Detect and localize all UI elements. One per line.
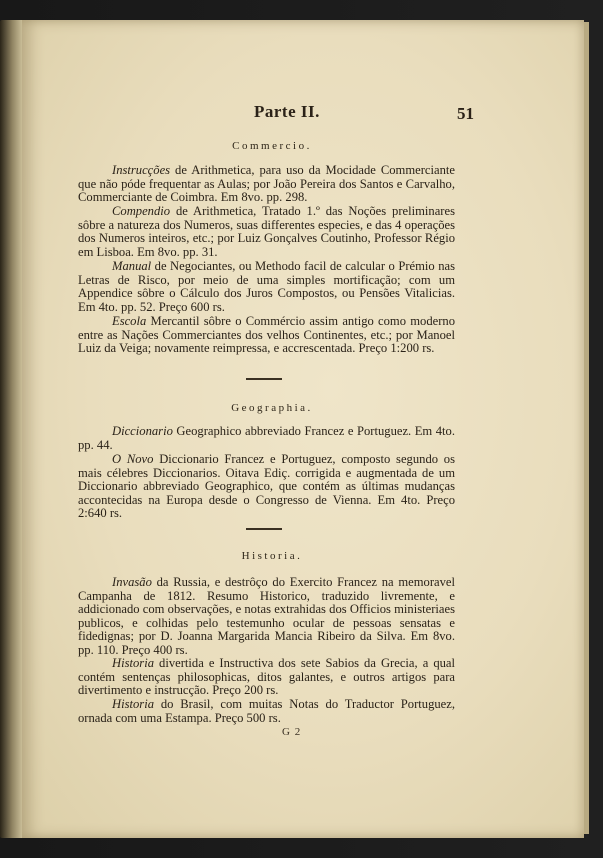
- entry-lead: Escola: [112, 314, 147, 328]
- entry-text: Geographico abbreviado Francez e Portuguez. Em 4to. pp. 44.: [78, 424, 455, 452]
- section-title-geographia: Geographia.: [231, 402, 313, 414]
- entry-lead: Historia: [112, 656, 154, 670]
- entry-lead: Instrucções: [112, 163, 171, 177]
- printer-signature-mark: G 2: [282, 726, 302, 738]
- entry-lead: Invasão: [112, 575, 152, 589]
- entry-novo-diccionario: [78, 453, 455, 521]
- entry-historia-sabios: [78, 657, 455, 698]
- entry-diccionario: [78, 425, 455, 452]
- entry-invasao: [78, 576, 455, 658]
- running-header: [82, 90, 502, 123]
- page-number: 51: [457, 104, 474, 123]
- entry-escola: [78, 315, 455, 356]
- entry-text: de Arithmetica, Tratado 1.º das Noções preliminares sôbre a natureza dos Numeros, suas differentes especies, e das 4 operações dos Numeros inteiros, etc.; por Luiz Gonçalves Coutinho, Professor Régio em Lisboa. Em 8vo. pp. 31.: [78, 204, 455, 259]
- entry-text: da Russia, e destrôço do Exercito Francez na memoravel Campanha de 1812. Resumo Historico, traduzido livremente, e addicionado com observações, e notas extrahidas dos Officios ministeriaes publicos, e colhidas pelo testemunho ocular de pessoas sensatas e fidedignas; por D. Joanna Margarida Mancia Ribeiro da Silva. Em 8vo. pp. 110. Preço 400 rs.: [78, 575, 455, 657]
- entry-lead: O Novo: [112, 452, 154, 466]
- entry-text: divertida e Instructiva dos sete Sabios da Grecia, a qual contém sentenças philosophicas, ditos galantes, e outros artigos para divertimento e instrucção. Preço 200 rs.: [78, 656, 455, 698]
- entry-text: de Arithmetica, para uso da Mocidade Commerciante que não póde frequentar as Aulas; por João Pereira dos Santos e Carvalho, Commerciante de Coimbra. Em 8vo. pp. 298.: [78, 163, 455, 205]
- entry-instruccoes: [78, 164, 455, 205]
- entry-text: Diccionario Francez e Portuguez, composto segundo os mais célebres Diccionarios. Oitava Ediç. corrigida e augmentada de um Diccionario abbreviado Geographico, que contém as últimas mudanças accontecidas na Europa desde o Congresso de Vienna. Em 4to. Preço 2:640 rs.: [78, 452, 455, 521]
- section-divider: [246, 378, 282, 380]
- entry-lead: Manual: [112, 259, 152, 273]
- part-heading: Parte II.: [254, 102, 320, 121]
- entry-lead: Compendio: [112, 204, 171, 218]
- entry-text: Mercantil sôbre o Commércio assim antigo como moderno entre as Nações Commerciantes dos velhos Continentes, etc.; por Manoel Luiz da Veiga; novamente reimpressa, e accrescentada. Preço 1:200 rs.: [78, 314, 455, 356]
- entry-lead: Diccionario: [112, 424, 173, 438]
- entry-manual: [78, 260, 455, 314]
- book-page: [22, 20, 584, 838]
- entry-compendio: [78, 205, 455, 259]
- section-title-commercio: Commercio.: [232, 140, 312, 152]
- page-stack-edge: [584, 22, 589, 834]
- entry-text: do Brasil, com muitas Notas do Traductor Portuguez, ornada com uma Estampa. Preço 500 rs.: [78, 697, 455, 725]
- entry-historia-brasil: [78, 698, 455, 725]
- section-title-historia: Historia.: [241, 550, 303, 562]
- entry-text: de Negociantes, ou Methodo facil de calcular o Prémio nas Letras de Risco, por meio de uma simples mortificação; com um Appendice sôbre o Cálculo dos Juros Compostos, ou Pensões Vitalicias. Em 4to. pp. 52. Preço 600 rs.: [78, 259, 455, 314]
- entry-lead: Historia: [112, 697, 154, 711]
- section-divider: [246, 528, 282, 530]
